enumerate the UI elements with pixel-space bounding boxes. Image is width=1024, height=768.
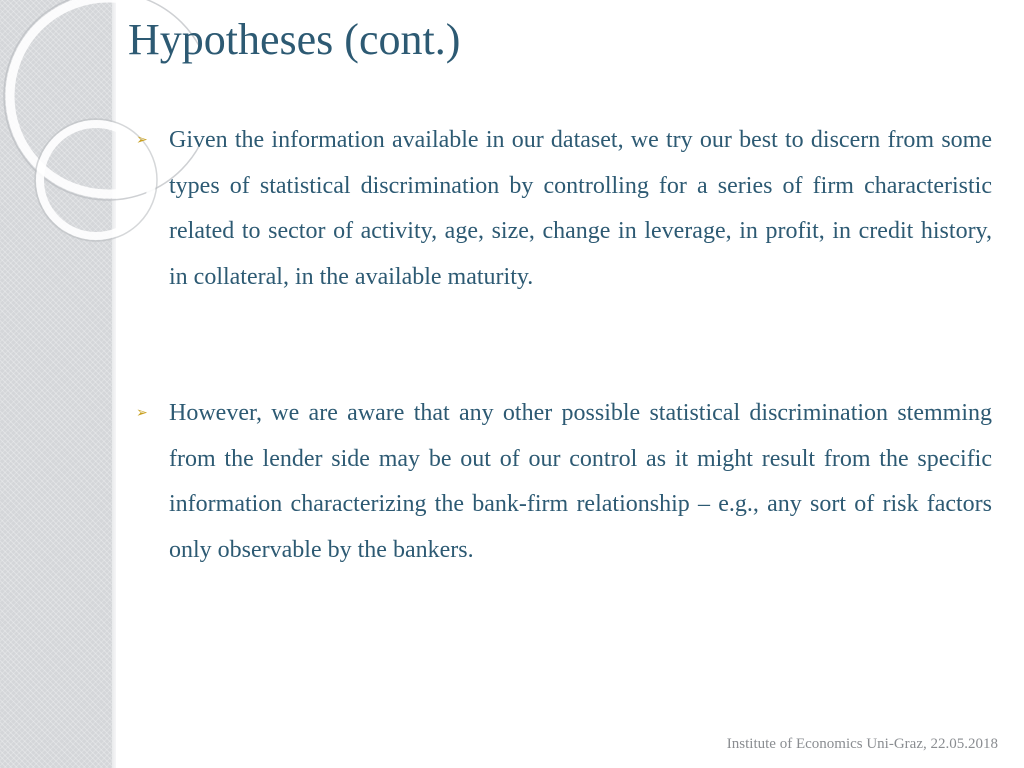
slide-title: Hypotheses (cont.) (128, 15, 461, 64)
bullet-list (136, 118, 992, 573)
bullet-item-1 (136, 118, 992, 300)
arrow-bullet-icon: ➢ (136, 406, 148, 421)
bullet-item-2 (136, 391, 992, 573)
bullet-text-1: Given the information available in our dataset, we try our best to discern from some types of statistical discrimination by controlling for a series of firm characteristic related to sector of activity, age, size, change in leverage, in profit, in credit history, in collateral, in the available maturity. (169, 127, 992, 290)
slide-footer: Institute of Economics Uni-Graz, 22.05.2018 (726, 736, 998, 752)
bullet-text-2: However, we are aware that any other possible statistical discrimination stemming from the lender side may be out of our control as it might result from the specific information characterizing the bank-firm relationship – e.g., any sort of risk factors only observable by the bankers. (169, 400, 992, 563)
arrow-bullet-icon: ➢ (136, 133, 148, 148)
